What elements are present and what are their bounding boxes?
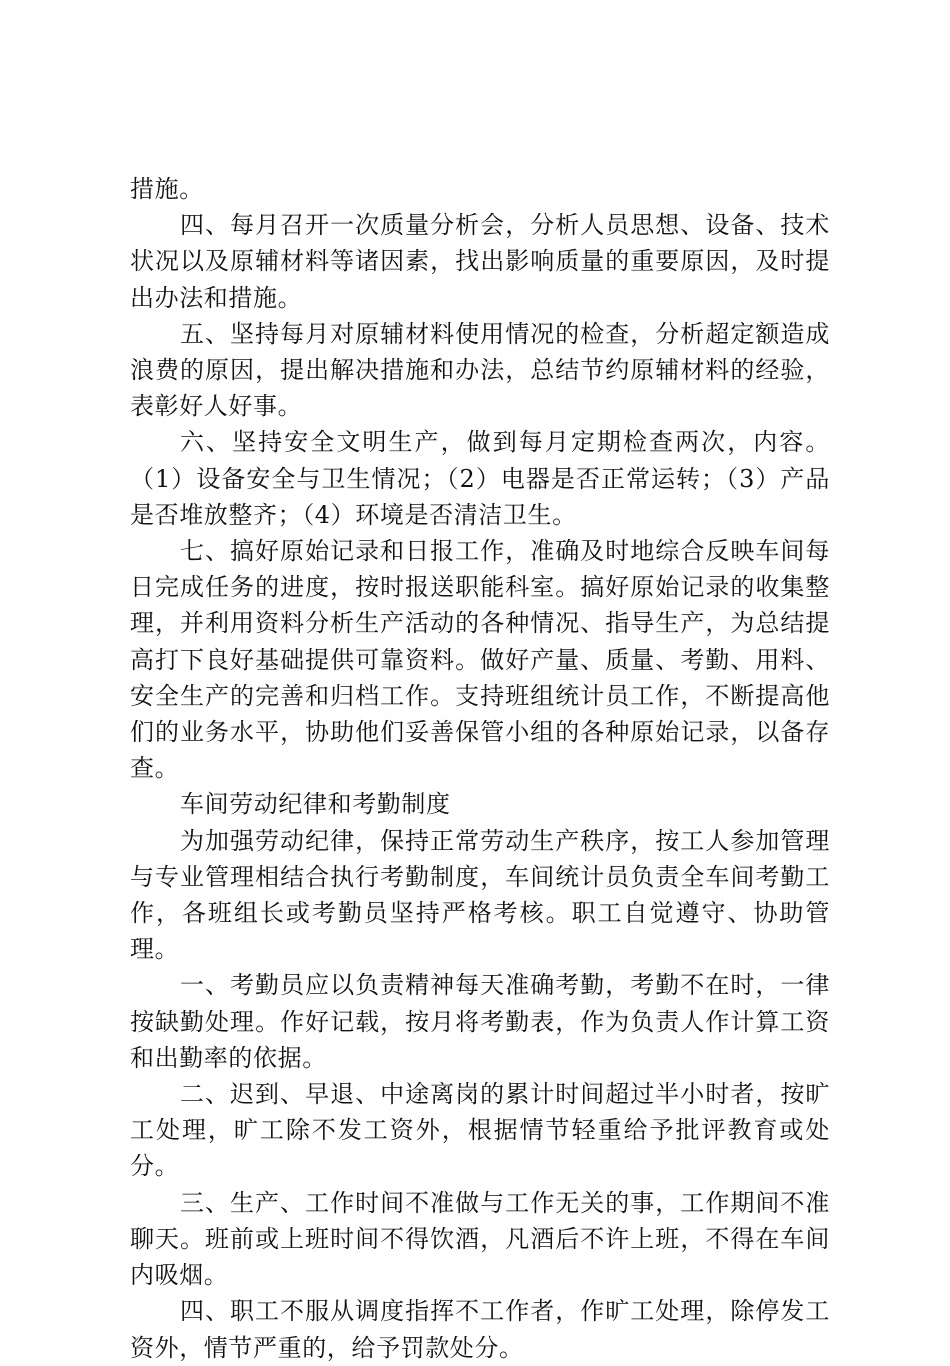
paragraph-rule-2: 二、迟到、早退、中途离岗的累计时间超过半小时者，按旷工处理，旷工除不发工资外，根据情节轻重给予批评教育或处分。 bbox=[130, 1080, 830, 1181]
paragraph-item-6-safety: 六、坚持安全文明生产，做到每月定期检查两次，内容。（1）设备安全与卫生情况；（2）电器是否正常运转；（3）产品是否堆放整齐；（4）环境是否清洁卫生。 bbox=[130, 428, 830, 529]
document-body bbox=[130, 171, 830, 1366]
paragraph-item-5-material-check: 五、坚持每月对原辅材料使用情况的检查，分析超定额造成浪费的原因，提出解决措施和办法，总结节约原辅材料的经验，表彰好人好事。 bbox=[130, 319, 830, 421]
paragraph-item-4-quality-analysis: 四、每月召开一次质量分析会，分析人员思想、设备、技术状况以及原辅材料等诸因素，找出影响质量的重要原因，及时提出办法和措施。 bbox=[130, 211, 830, 312]
paragraph-rule-3: 三、生产、工作时间不准做与工作无关的事，工作期间不准聊天。班前或上班时间不得饮酒，凡酒后不许上班，不得在车间内吸烟。 bbox=[130, 1188, 830, 1290]
paragraph-item-7-records: 七、搞好原始记录和日报工作，准确及时地综合反映车间每日完成任务的进度，按时报送职能科室。搞好原始记录的收集整理，并利用资料分析生产活动的各种情况、指导生产，为总结提高打下良好基础提供可靠资料。做好产量、质量、考勤、用料、安全生产的完善和归档工作。支持班组统计员工作，不断提高他们的业务水平，协助他们妥善保管小组的各种原始记录，以备存查。 bbox=[130, 537, 830, 783]
section-heading: 车间劳动纪律和考勤制度 bbox=[180, 790, 451, 819]
paragraph-intro: 为加强劳动纪律，保持正常劳动生产秩序，按工人参加管理与专业管理相结合执行考勤制度，车间统计员负责全车间考勤工作，各班组长或考勤员坚持严格考核。职工自觉遵守、协助管理。 bbox=[130, 826, 830, 964]
paragraph-continuation: 措施。 bbox=[130, 175, 204, 203]
paragraph-rule-4: 四、职工不服从调度指挥不工作者，作旷工处理，除停发工资外，情节严重的，给予罚款处分。 bbox=[130, 1297, 830, 1362]
paragraph-rule-1: 一、考勤员应以负责精神每天准确考勤，考勤不在时，一律按缺勤处理。作好记载，按月将考勤表，作为负责人作计算工资和出勤率的依据。 bbox=[130, 971, 830, 1072]
